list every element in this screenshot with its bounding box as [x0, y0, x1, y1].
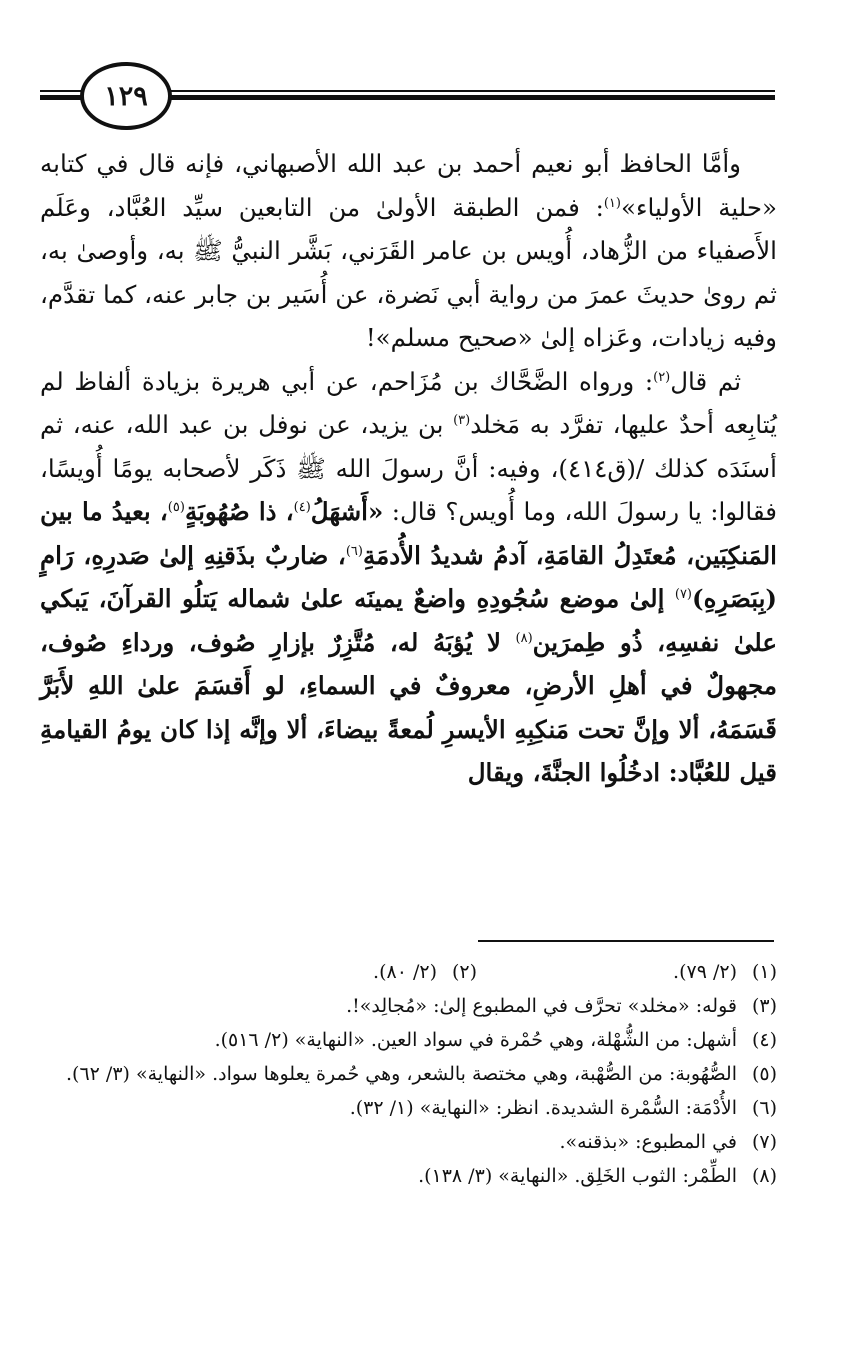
footnote-ref: (٨) [515, 630, 533, 646]
text-run: وأمَّا الحافظ أبو نعيم أحمد بن عبد الله الأصبهاني، فإنه قال في كتابه «حلية الأولياء» [40, 149, 777, 222]
footnote-3 [40, 989, 777, 1023]
footnote-2 [177, 955, 477, 989]
footnote-text: أشهل: من الشُّهْلة، وهي حُمْرة في سواد العين. «النهاية» (٢/ ٥١٦). [214, 1029, 737, 1051]
footnote-row-1-2 [40, 955, 777, 989]
hadith-text: ، ذا صُهُوبَةٍ [184, 497, 294, 526]
footnotes [40, 955, 777, 1193]
footnote-text: في المطبوع: «بذقنه». [559, 1131, 737, 1153]
hadith-text: «أَشهَلُ [310, 497, 384, 526]
text-run: : فمن الطبقة الأولىٰ من التابعين سيِّد العُبَّاد، وعَلَم الأَصفياء من الزُّهاد، أُويس بن عامر القَرَني، بَشَّر النبيُّ ﷺ به، وأوصىٰ به، ثم روىٰ حديثَ عمرَ من رواية أبي نَضرة، عن أُسَير بن جابر عنه، كما تقدَّم، وفيه زيادات، وعَزاه إلىٰ «صحيح مسلم»! [40, 192, 777, 352]
page-number [80, 62, 172, 130]
footnote-6 [40, 1091, 777, 1125]
footnote-text: الطِّمْر: الثوب الخَلِق. «النهاية» (٣/ ١٣٨). [418, 1165, 737, 1187]
footnote-text: قوله: «مخلد» تحرَّف في المطبوع إلىٰ: «مُجالِد»!. [346, 995, 737, 1017]
footnote-ref: (٤) [293, 499, 311, 515]
text-run: ثم قال [670, 366, 742, 396]
footnote-number: (٧) [751, 1131, 777, 1153]
hadith-text: ، ضاربٌ بذَقنِهِ إلىٰ صَدرِهِ، رَامٍ (بِبَصَرِهِ) [40, 540, 777, 613]
paragraph-2 [40, 360, 777, 795]
footnote-ref: (٥) [167, 499, 185, 515]
page-number-text: ١٢٩ [104, 80, 148, 112]
footnote-ref: (٧) [674, 586, 692, 602]
page-header [40, 60, 775, 140]
text-run: : ورواه الضَّحَّاك بن مُزَاحم، عن أبي هريرة بزيادة ألفاظ لم يُتابِعه أحدٌ عليها، تفرَّد به مَخلد [40, 366, 777, 439]
footnote-number: (٨) [751, 1165, 777, 1187]
footnote-text: (٢/ ٧٩). [673, 961, 737, 983]
footnote-4 [40, 1023, 777, 1057]
footnote-number: (١) [751, 961, 777, 983]
footnote-8 [40, 1159, 777, 1193]
footnote-separator [478, 940, 774, 942]
footnote-1 [477, 955, 777, 989]
hadith-text: إلىٰ موضع سُجُودِهِ واضعٌ يمينَه علىٰ شماله يَتلُو القرآنَ، يَبكي علىٰ نفسِهِ، ذُو طِمرَين [40, 584, 777, 657]
footnote-number: (٤) [751, 1029, 777, 1051]
footnote-ref: (٦) [345, 543, 363, 559]
footnote-text: (٢/ ٨٠). [373, 961, 437, 983]
hadith-text: ، بعيدُ ما بين المَنكِبَين، مُعتَدِلُ القامَةِ، آدمُ شديدُ الأُدمَةِ [40, 497, 777, 570]
footnote-7 [40, 1125, 777, 1159]
hadith-text: لا يُؤبَهُ له، مُتَّزِرٌ بإزارِ صُوف، ورداءِ صُوف، مجهولٌ في أهلِ الأرضِ، معروفٌ في السماءِ، لو أَقسَمَ علىٰ اللهِ لأَبَرَّ قَسَمَهُ، ألا وإنَّ تحت مَنكِبِهِ الأيسرِ لُمعةً بيضاءَ، ألا وإنَّه إذا كان يومُ القيامةِ قيل للعُبَّاد: ادخُلُوا الجنَّةَ، ويقال [40, 627, 777, 787]
paragraph-1 [40, 142, 777, 360]
footnote-5 [40, 1057, 777, 1091]
footnote-ref: (٢) [653, 369, 671, 385]
text-run: بن يزيد، عن نوفل بن عبد الله، عنه، ثم أسنَدَه كذلك /(ق٤١٤)، وفيه: أنَّ رسولَ الله ﷺ ذَكَر لأصحابه يومًا أُويسًا، فقالوا: يا رسولَ الله، وما أُويس؟ قال: [40, 410, 777, 526]
footnote-text: الأُدْمَة: السُّمْرة الشديدة. انظر: «النهاية» (١/ ٣٢). [349, 1097, 737, 1119]
footnote-ref: (١) [603, 195, 621, 211]
footnote-number: (٢) [451, 961, 477, 983]
footnote-text: الصُّهُوبة: من الصُّهْبة، وهي مختصة بالشعر، وهي حُمرة يعلوها سواد. «النهاية» (٣/ ٦٢). [65, 1063, 737, 1085]
footnote-ref: (٣) [453, 412, 471, 428]
main-text [40, 142, 777, 795]
footnote-number: (٣) [751, 995, 777, 1017]
footnote-number: (٥) [751, 1063, 777, 1085]
footnote-number: (٦) [751, 1097, 777, 1119]
